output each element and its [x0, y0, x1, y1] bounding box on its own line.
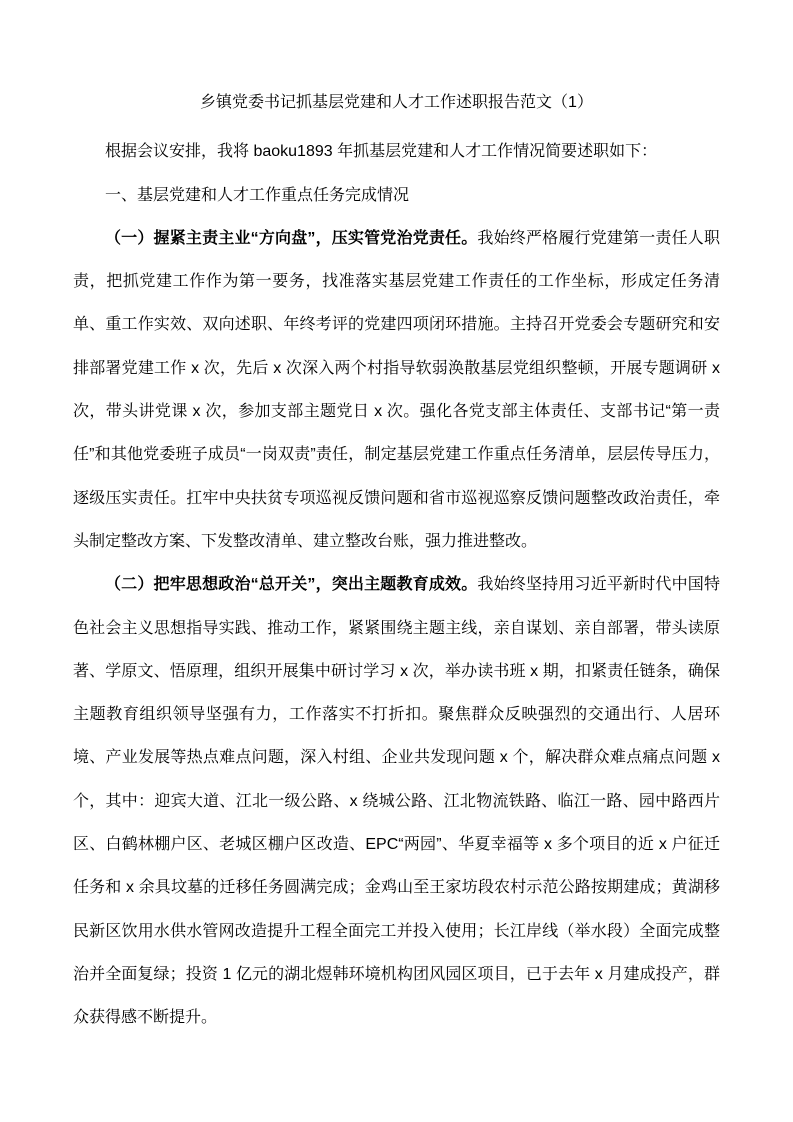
intro-paragraph [73, 130, 720, 173]
paragraph-text: 我始终坚持用习近平新时代中国特色社会主义思想指导实践、推动工作，紧紧围绕主题主线，亲自谋划、亲自部署，带头读原著、学原文、悟原理，组织开展集中研讨学习 x 次，举办读书班 x 期，扣紧责任链条，确保主题教育组织领导坚强有力，工作落实不打折扣。聚焦群众反映强烈的交通出行、人居环境、产业发展等热点难点问题，深入村组、企业共发现问题 x 个，解决群众难点痛点问题 x 个，其中：迎宾大道、江北一级公路、x 绕城公路、江北物流铁路、临江一路、园中路西片区、白鹤林棚户区、老城区棚户区改造、EPC“两园”、华夏幸福等 x 多个项目的近 x 户征迁任务和 x 余具坟墓的迁移任务圆满完成；金鸡山至王家坊段农村示范公路按期建成；黄湖移民新区饮用水供水管网改造提升工程全面完工并投入使用；长江岸线（举水段）全面完成整治并全面复绿；投资 1 亿元的湖北煜韩环境机构团风园区项目，已于去年 x 月建成投产，群众获得感不断提升。 [73, 576, 720, 1027]
section-heading [73, 174, 720, 217]
paragraph-text: 我始终严格履行党建第一责任人职责，把抓党建工作作为第一要务，找准落实基层党建工作责任的工作坐标，形成定任务清单、重工作实效、双向述职、年终考评的党建四项闭环措施。主持召开党委会专题研究和安排部署党建工作 x 次，先后 x 次深入两个村指导软弱涣散基层党组织整顿，开展专题调研 x 次，带头讲党课 x 次，参加支部主题党日 x 次。强化各党支部主体责任、支部书记“第一责任”和其他党委班子成员“一岗双责”责任，制定基层党建工作重点任务清单，层层传导压力，逐级压实责任。扛牢中央扶贫专项巡视反馈问题和省市巡视巡察反馈问题整改政治责任，牵头制定整改方案、下发整改清单、建立整改台账，强力推进整改。 [73, 229, 720, 550]
paragraph-lead-bold: （二）把牢思想政治“总开关”，突出主题教育成效。 [105, 576, 478, 594]
section-heading-text: 一、基层党建和人才工作重点任务完成情况 [105, 186, 410, 204]
body-paragraph-1 [73, 217, 720, 563]
paragraph-lead-bold: （一）握紧主责主业“方向盘”，压实管党治党责任。 [105, 229, 478, 247]
paragraph-text: 根据会议安排，我将 baoku1893 年抓基层党建和人才工作情况简要述职如下： [105, 143, 658, 161]
body-paragraph-2 [73, 563, 720, 1039]
document-title: 乡镇党委书记抓基层党建和人才工作述职报告范文（1） [200, 94, 593, 111]
